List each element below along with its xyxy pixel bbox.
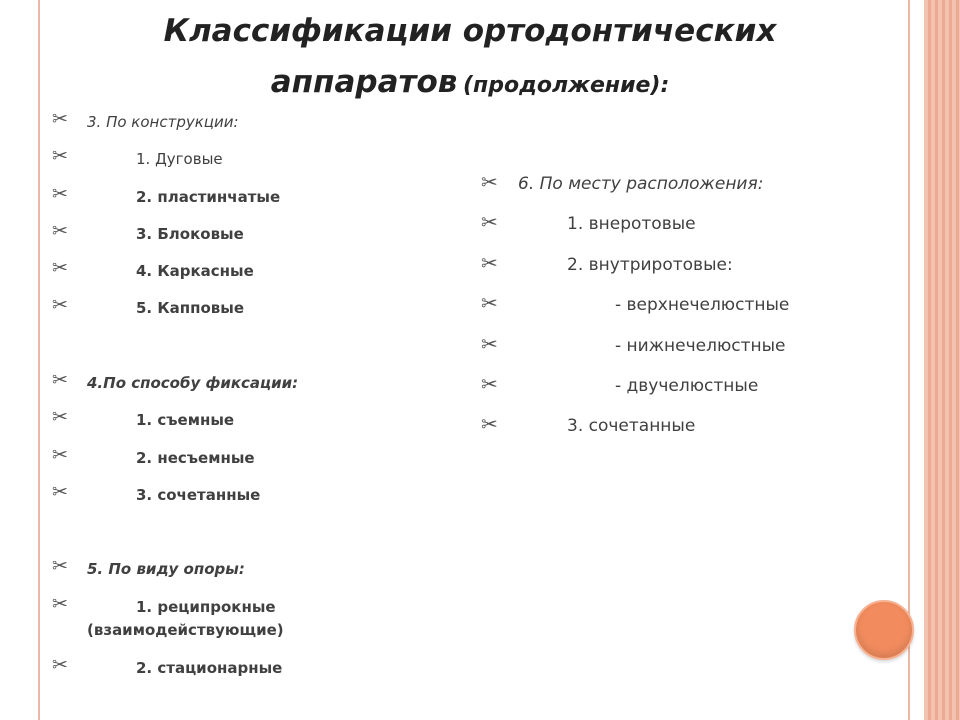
right-column	[481, 0, 881, 720]
scissors-bullet-icon: ✂	[52, 183, 68, 205]
scissors-bullet-icon: ✂	[52, 593, 68, 615]
scissors-bullet-icon: ✂	[52, 145, 68, 167]
list-item-label: 1. съемные	[136, 411, 235, 429]
scissors-bullet-icon: ✂	[481, 332, 498, 356]
title-line-1: Классификации ортодонтических	[163, 13, 777, 49]
left-column	[52, 0, 412, 720]
list-item-label: 1. реципрокные	[136, 598, 276, 616]
scissors-bullet-icon: ✂	[52, 406, 68, 428]
scissors-bullet-icon: ✂	[481, 210, 498, 234]
list-item-label: 2. внутриротовые:	[567, 255, 733, 275]
list-item-label-continuation: (взаимодействующие)	[87, 621, 284, 639]
list-item-label: - верхнечелюстные	[615, 295, 790, 315]
scissors-bullet-icon: ✂	[52, 257, 68, 279]
list-item-label: 4.По способу фиксации:	[87, 374, 299, 392]
list-item-label: 1. Дуговые	[136, 150, 223, 168]
scissors-bullet-icon: ✂	[481, 412, 498, 436]
scissors-bullet-icon: ✂	[52, 444, 68, 466]
list-item-label: 2. стационарные	[136, 659, 283, 677]
scissors-bullet-icon: ✂	[52, 481, 68, 503]
scissors-bullet-icon: ✂	[52, 654, 68, 676]
title-subtitle: (продолжение):	[462, 73, 670, 98]
scissors-bullet-icon: ✂	[52, 294, 68, 316]
list-item-label: 5. Капповые	[136, 299, 245, 317]
scissors-bullet-icon: ✂	[52, 369, 68, 391]
scissors-bullet-icon: ✂	[52, 220, 68, 242]
scissors-bullet-icon: ✂	[52, 108, 68, 130]
list-item-label: - двучелюстные	[615, 376, 759, 396]
decorative-side-stripes	[924, 0, 960, 720]
scissors-bullet-icon: ✂	[481, 170, 498, 194]
list-item-label: - нижнечелюстные	[615, 336, 786, 356]
list-item-label: 2. пластинчатые	[136, 188, 281, 206]
list-item-label: 3. Блоковые	[136, 225, 244, 243]
scissors-bullet-icon: ✂	[481, 251, 498, 275]
list-item-label: 1. внеротовые	[567, 214, 696, 234]
list-item-label: 2. несъемные	[136, 449, 255, 467]
scissors-bullet-icon: ✂	[481, 291, 498, 315]
list-item-label: 3. По конструкции:	[87, 113, 239, 131]
list-item-label: 6. По месту расположения:	[518, 174, 764, 194]
scissors-bullet-icon: ✂	[481, 372, 498, 396]
left-frame-line	[38, 0, 40, 720]
list-item-label: 4. Каркасные	[136, 262, 254, 280]
title-line-2: аппаратов	[270, 64, 458, 100]
list-item-label: 5. По виду опоры:	[87, 560, 245, 578]
list-item-label: 3. сочетанные	[136, 486, 261, 504]
list-item-label: 3. сочетанные	[567, 416, 696, 436]
scissors-bullet-icon: ✂	[52, 555, 68, 577]
